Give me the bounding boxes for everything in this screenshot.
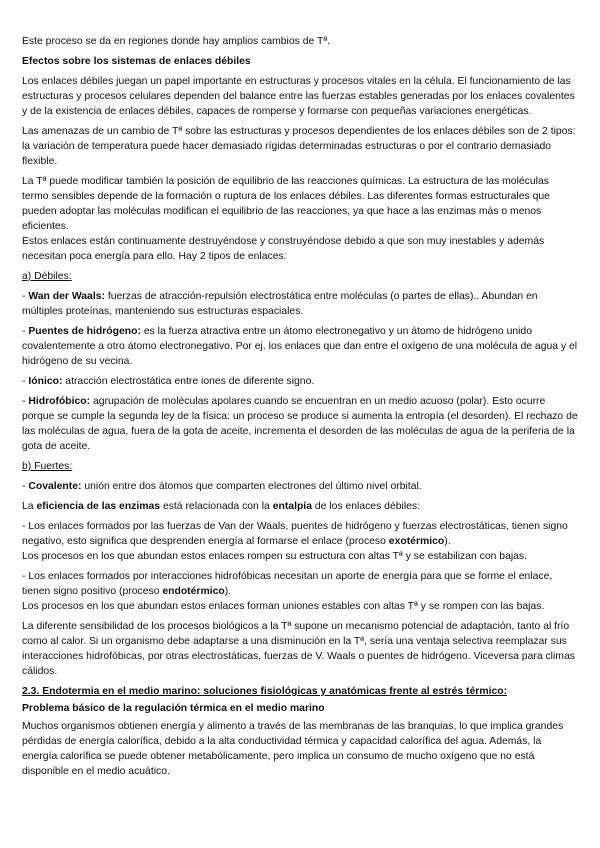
term: Covalente: <box>28 481 82 492</box>
heading-weak-bonds: Efectos sobre los sistemas de enlaces débiles <box>22 56 251 67</box>
adaptation-paragraph: La diferente sensibilidad de los procesos biológicos a la Tª supone un mecanismo potencial de adaptación, tanto al frío como al calor. Si un organismo debe adaptarse a una disminución en la Tª, sería una ventaja selectiva reemplazar sus interacciones hidrofóbicas, por otras electrostáticas, fuerzas de V. Waals o puentes de hidrógeno. Viceversa para climas cálidos. <box>22 621 575 677</box>
term: Puentes de hidrógeno: <box>28 326 141 337</box>
strong-item-covalent: - Covalente: unión entre dos átomos que comparten electrones del último nivel orbital. <box>22 481 422 492</box>
term: Hidrofóbico: <box>28 396 91 407</box>
endothermic-item: - Los enlaces formados por interacciones hidrofóbicas necesitan un aporte de energía para que se forme el enlace, tienen signo positivo (proceso endotérmico). <box>22 571 553 597</box>
weak-item-hbond: - Puentes de hidrógeno: es la fuerza atractiva entre un átomo electronegativo y un átomo de hidrógeno unido covalentemente a otro átomo electronegativo. Por ej. los enlaces que dan entre el oxígeno de una molécula de agua y el hidrógeno de su vecina. <box>22 326 578 367</box>
term: Iónico: <box>28 376 63 387</box>
section-title: 2.3. Endotermia en el medio marino: soluciones fisiológicas y anatómicas frente al estrés térmico: <box>22 686 508 697</box>
marine-paragraph: Muchos organismos obtienen energía y alimento a través de las membranas de las branquias, lo que implica grandes pérdidas de energía calorífica, debido a la alta conductividad térmica y capacidad calorífica del agua. Además, la energía calorífica se puede obtener metabólicamente, pero implica un consumo de mucho oxígeno que no está disponible en el medio acuático. <box>22 721 564 777</box>
heading-marine: Problema básico de la regulación térmica en el medio marino <box>22 703 325 714</box>
intro-text: Este proceso se da en regiones donde hay amplios cambios de Tª. <box>22 36 331 47</box>
label-weak: a) Débiles: <box>22 271 72 282</box>
weak-item-ionic: - Iónico: atracción electrostática entre iones de diferente signo. <box>22 376 315 387</box>
enzyme-efficiency: La eficiencia de las enzimas está relacionada con la entalpía de los enlaces débiles: <box>22 501 420 512</box>
exothermic-followup: Los procesos en los que abundan estos enlaces rompen su estructura con altas Tª y se estabilizan con bajas. <box>22 551 528 562</box>
paragraph-4: Estos enlaces están continuamente destruyéndose y construyéndose debido a que son muy inestables y además necesitan poca energía para ello. Hay 2 tipos de enlaces: <box>22 236 545 262</box>
term: Wan der Waals: <box>28 291 105 302</box>
weak-item-hydrophobic: - Hidrofóbico: agrupación de moléculas apolares cuando se encuentran en un medio acuoso (polar). Esto ocurre porque se cumple la segunda ley de la física: un proceso se produce si aumenta la entropía (el desorden). El rechazo de las moléculas de agua, fuera de la gota de aceite, incrementa el desorden de las moléculas de agua de la periferia de la gota de aceite. <box>22 396 578 452</box>
endothermic-followup: Los procesos en los que abundan estos enlaces forman uniones estables con altas Tª y se rompen con las bajas. <box>22 601 545 612</box>
paragraph-2: Las amenazas de un cambio de Tª sobre las estructuras y procesos dependientes de los enlaces débiles son de 2 tipos: la variación de temperatura puede hacer demasiado rígidas determinadas estructuras o por el contrario demasiado flexible. <box>22 126 576 167</box>
paragraph-1: Los enlaces débiles juegan un papel importante en estructuras y procesos vitales en la célula. El funcionamiento de las estructuras y procesos celulares dependen del balance entre las fuerzas estables generadas por los enlaces covalentes y de la existencia de enlaces débiles, capaces de romperse y formarse con pequeñas variaciones energéticas. <box>22 76 575 117</box>
exothermic-item: - Los enlaces formados por las fuerzas de Van der Waals, puentes de hidrógeno y fuerzas electrostáticas, tienen signo negativo, esto significa que desprenden energía al formarse el enlace (proceso exotérmico). <box>22 521 568 547</box>
weak-item-vdw: - Wan der Waals: fuerzas de atracción-repulsión electrostática entre moléculas (o partes de ellas).. Abundan en múltiples proteínas, manteniendo sus estructuras espaciales. <box>22 291 538 317</box>
label-strong: b) Fuertes: <box>22 461 73 472</box>
paragraph-3: La Tª puede modificar también la posición de equilibrio de las reacciones químicas. La estructura de las moléculas termo sensibles depende de la formación o ruptura de los enlaces débiles. Las diferentes formas estructurales que pueden adoptar las moléculas modifican el equilibrio de las reacciones, ya que hace a las enzimas más o menos eficientes. <box>22 176 550 232</box>
